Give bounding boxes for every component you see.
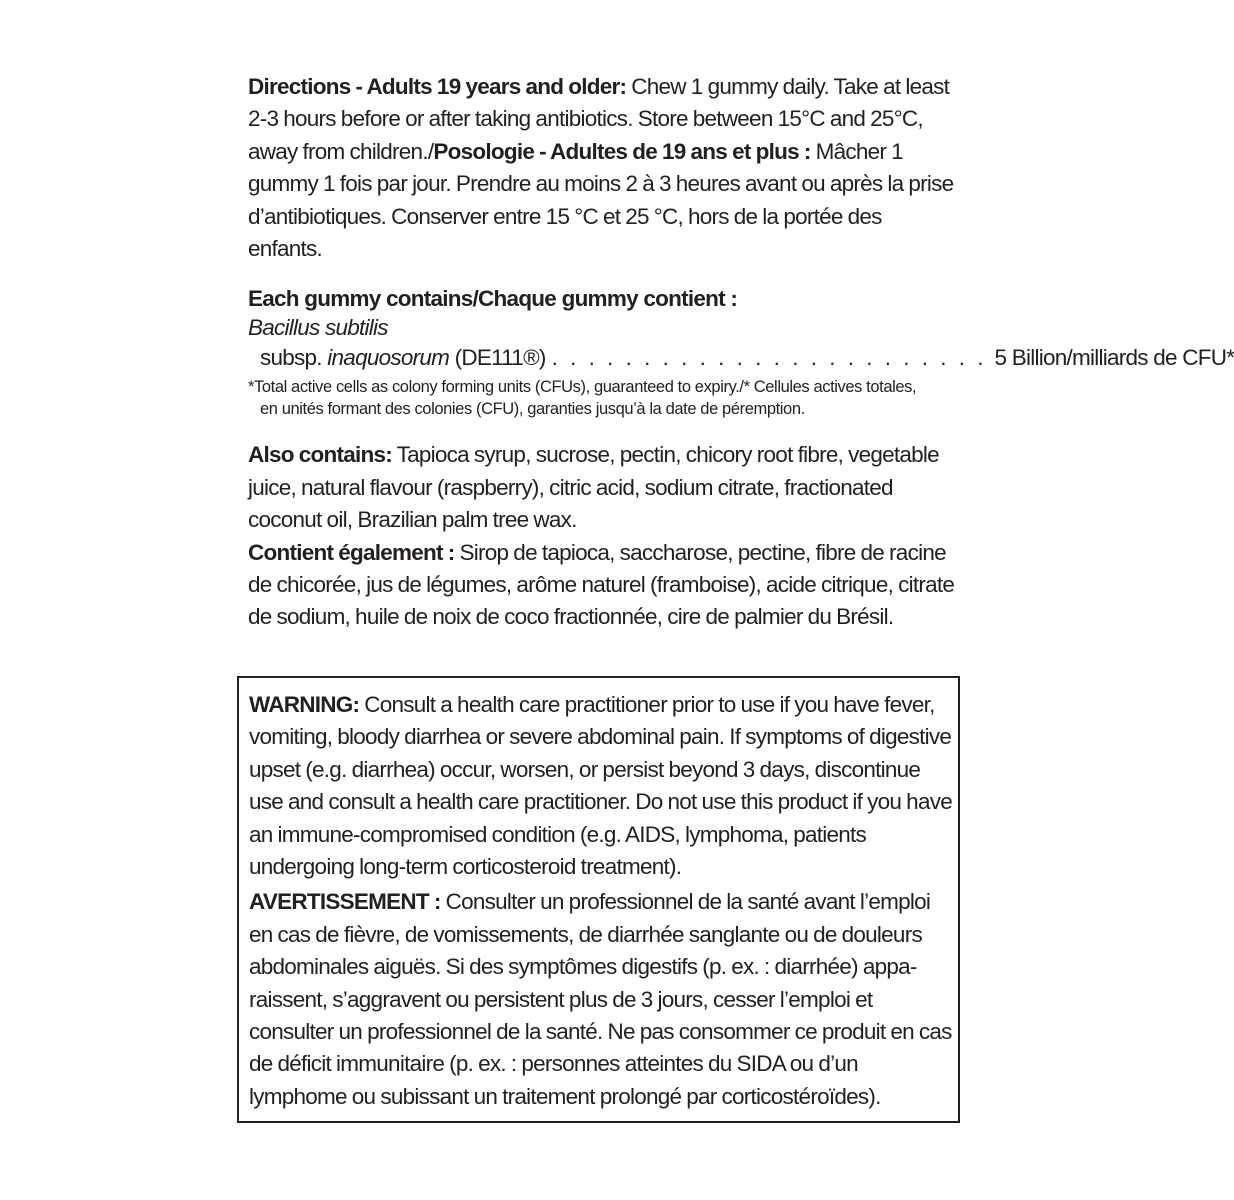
ingredient-name bbox=[260, 342, 546, 374]
ingredient-amount: 5 Billion/milliards de CFU* bbox=[994, 345, 1234, 371]
posologie-heading: Posologie - Adultes de 19 ans et plus : bbox=[433, 138, 811, 164]
also-contains-text: Tapioca syrup, sucrose, pectin, chicory root fibre, vegetable juice, natural flavour (raspberry), citric acid, sodium citrate, fractionated coconut oil, Brazilian palm tree wax. bbox=[248, 442, 939, 533]
subsp-prefix: subsp. bbox=[260, 345, 328, 371]
ingredient-species: Bacillus subtilis bbox=[248, 315, 388, 341]
subsp-name: inaquosorum bbox=[327, 345, 450, 371]
warning-en bbox=[249, 689, 952, 883]
strain-name: (DE111®) bbox=[449, 345, 546, 371]
directions-text-en: Chew 1 gummy daily. Take at least 2-3 hours before or after taking antibiotics. Store between 15°C and 25°C, away from children./ bbox=[248, 74, 950, 164]
directions-heading: Directions - Adults 19 years and older: bbox=[248, 74, 627, 99]
directions-section bbox=[248, 71, 960, 265]
cfu-footnote: *Total active cells as colony forming units (CFUs), guaranteed to expiry./* Cellules actives totales, en unités formant des colonies (CFU), garanties jusqu’à la date de péremption. bbox=[248, 378, 917, 419]
directions-text-fr: Mâcher 1 gummy 1 fois par jour. Prendre au moins 2 à 3 heures avant ou après la prise d’antibiotiques. Conserver entre 15 °C et 25 °C, hors de la portée des enfants. bbox=[248, 138, 954, 262]
warning-text: Consult a health care practitioner prior to use if you have fever, vomiting, bloody diarrhea or severe abdominal pain. If symptoms of digestive upset (e.g. diarrhea) occur, worsen, or persist beyond 3 days, discontinue use and consult a health care practitioner. Do not use this product if you have an immune-compromised condition (e.g. AIDS, lymphoma, patients undergoing long-term corticosteroid treatment). bbox=[249, 692, 952, 880]
product-label bbox=[248, 71, 1234, 634]
contient-heading: Contient également : bbox=[248, 539, 455, 565]
warning-fr bbox=[249, 886, 952, 1113]
avertissement-text: Consulter un professionnel de la santé avant l’emploi en cas de fièvre, de vomissements, de diarrhée sanglante ou de douleurs abdominales aiguës. Si des symptômes digestifs (p. ex. : diarrhée) apparaissent, s’aggravent ou persistent plus de 3 jours, cesser l’emploi et consulter un professionnel de la santé. Ne pas consommer ce produit en cas de déficit immunitaire (p. ex. : personnes atteintes du SIDA ou d’un lymphome ou subissant un traitement prolongé par corticostéroïdes). bbox=[249, 889, 952, 1109]
leader-dots: . . . . . . . . . . . . . . . . . . . . . . . . bbox=[551, 345, 987, 371]
avertissement-heading: AVERTISSEMENT : bbox=[249, 889, 441, 915]
also-contains-fr bbox=[248, 537, 960, 634]
warning-box bbox=[237, 676, 960, 1123]
medicinal-heading: Each gummy contains/Chaque gummy contient : bbox=[248, 286, 738, 312]
ingredient-row bbox=[248, 342, 1234, 374]
medicinal-ingredients-section bbox=[248, 284, 1234, 420]
also-contains-heading: Also contains: bbox=[248, 442, 393, 468]
warning-heading: WARNING: bbox=[249, 692, 360, 717]
also-contains-en bbox=[248, 439, 960, 536]
contient-text: Sirop de tapioca, saccharose, pectine, fibre de racine de chicorée, jus de légumes, arôme naturel (framboise), acide citrique, citrate de sodium, huile de noix de coco fractionnée, cire de palmier du Brésil. bbox=[248, 539, 955, 630]
